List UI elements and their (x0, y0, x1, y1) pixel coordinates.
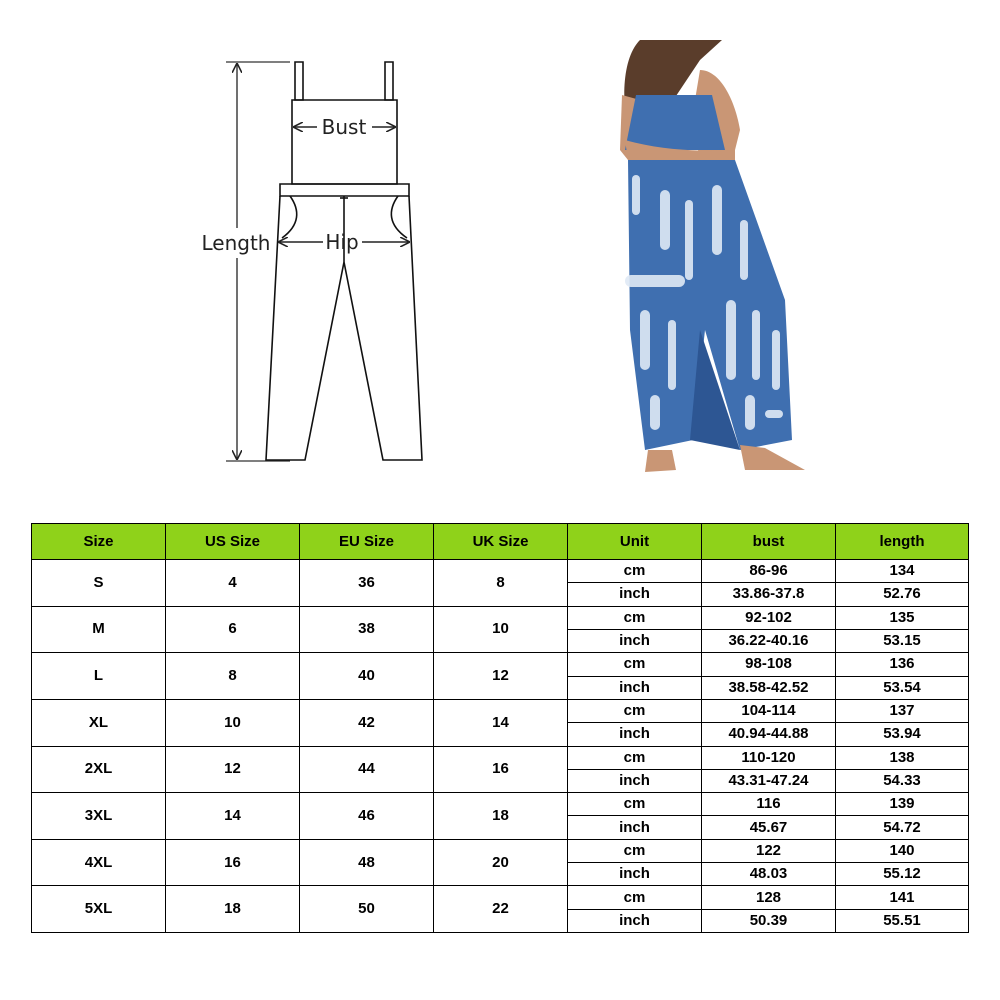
length-cell: 141 (836, 886, 969, 909)
table-row (32, 746, 969, 769)
bust-cell: 110-120 (702, 746, 836, 769)
us-size-cell: 4 (166, 560, 300, 607)
measurement-diagram (190, 50, 440, 470)
table-row (32, 560, 969, 583)
bust-label: Bust (321, 115, 367, 139)
header-unit: Unit (568, 524, 702, 560)
table-row (32, 886, 969, 909)
size-chart-table (31, 523, 969, 933)
unit-cell: cm (568, 699, 702, 722)
length-cell: 54.33 (836, 769, 969, 792)
length-cell: 53.54 (836, 676, 969, 699)
size-cell: XL (32, 699, 166, 746)
length-cell: 138 (836, 746, 969, 769)
eu-size-cell: 44 (300, 746, 434, 793)
table-row (32, 606, 969, 629)
table-row (32, 839, 969, 862)
us-size-cell: 14 (166, 793, 300, 840)
length-cell: 53.94 (836, 723, 969, 746)
unit-cell: cm (568, 560, 702, 583)
uk-size-cell: 10 (434, 606, 568, 653)
size-cell: M (32, 606, 166, 653)
header-us-size: US Size (166, 524, 300, 560)
header-length: length (836, 524, 969, 560)
unit-cell: cm (568, 653, 702, 676)
header-size: Size (32, 524, 166, 560)
table-row (32, 653, 969, 676)
length-cell: 136 (836, 653, 969, 676)
bust-cell: 40.94-44.88 (702, 723, 836, 746)
length-cell: 135 (836, 606, 969, 629)
us-size-cell: 16 (166, 839, 300, 886)
length-cell: 134 (836, 560, 969, 583)
bust-cell: 98-108 (702, 653, 836, 676)
unit-cell: inch (568, 909, 702, 932)
us-size-cell: 18 (166, 886, 300, 933)
length-cell: 53.15 (836, 629, 969, 652)
unit-cell: inch (568, 863, 702, 886)
us-size-cell: 12 (166, 746, 300, 793)
unit-cell: inch (568, 816, 702, 839)
eu-size-cell: 50 (300, 886, 434, 933)
size-cell: 5XL (32, 886, 166, 933)
bust-cell: 128 (702, 886, 836, 909)
unit-cell: cm (568, 793, 702, 816)
eu-size-cell: 38 (300, 606, 434, 653)
unit-cell: inch (568, 723, 702, 746)
unit-cell: cm (568, 746, 702, 769)
uk-size-cell: 16 (434, 746, 568, 793)
size-cell: 2XL (32, 746, 166, 793)
bust-cell: 45.67 (702, 816, 836, 839)
uk-size-cell: 8 (434, 560, 568, 607)
us-size-cell: 8 (166, 653, 300, 700)
uk-size-cell: 14 (434, 699, 568, 746)
eu-size-cell: 46 (300, 793, 434, 840)
table-row (32, 793, 969, 816)
bust-cell: 33.86-37.8 (702, 583, 836, 606)
length-cell: 139 (836, 793, 969, 816)
size-cell: S (32, 560, 166, 607)
bust-cell: 43.31-47.24 (702, 769, 836, 792)
uk-size-cell: 18 (434, 793, 568, 840)
eu-size-cell: 42 (300, 699, 434, 746)
length-cell: 54.72 (836, 816, 969, 839)
table-row (32, 699, 969, 722)
bust-cell: 48.03 (702, 863, 836, 886)
length-label: Length (201, 231, 271, 255)
header-eu-size: EU Size (300, 524, 434, 560)
uk-size-cell: 22 (434, 886, 568, 933)
bust-cell: 38.58-42.52 (702, 676, 836, 699)
eu-size-cell: 48 (300, 839, 434, 886)
us-size-cell: 6 (166, 606, 300, 653)
size-cell: L (32, 653, 166, 700)
length-cell: 137 (836, 699, 969, 722)
length-measure-line (226, 62, 290, 461)
size-cell: 4XL (32, 839, 166, 886)
unit-cell: inch (568, 629, 702, 652)
header-bust: bust (702, 524, 836, 560)
unit-cell: inch (568, 676, 702, 699)
uk-size-cell: 12 (434, 653, 568, 700)
unit-cell: cm (568, 606, 702, 629)
bust-cell: 50.39 (702, 909, 836, 932)
eu-size-cell: 40 (300, 653, 434, 700)
length-cell: 140 (836, 839, 969, 862)
unit-cell: inch (568, 769, 702, 792)
bust-cell: 86-96 (702, 560, 836, 583)
header-uk-size: UK Size (434, 524, 568, 560)
unit-cell: cm (568, 886, 702, 909)
length-cell: 55.51 (836, 909, 969, 932)
size-cell: 3XL (32, 793, 166, 840)
bust-cell: 92-102 (702, 606, 836, 629)
eu-size-cell: 36 (300, 560, 434, 607)
unit-cell: inch (568, 583, 702, 606)
table-header-row (32, 524, 969, 560)
length-cell: 52.76 (836, 583, 969, 606)
unit-cell: cm (568, 839, 702, 862)
us-size-cell: 10 (166, 699, 300, 746)
bust-cell: 122 (702, 839, 836, 862)
bust-cell: 104-114 (702, 699, 836, 722)
length-cell: 55.12 (836, 863, 969, 886)
model-figure (620, 40, 805, 472)
hip-label: Hip (325, 230, 359, 254)
bust-cell: 116 (702, 793, 836, 816)
product-photo (600, 30, 820, 480)
uk-size-cell: 20 (434, 839, 568, 886)
bust-cell: 36.22-40.16 (702, 629, 836, 652)
